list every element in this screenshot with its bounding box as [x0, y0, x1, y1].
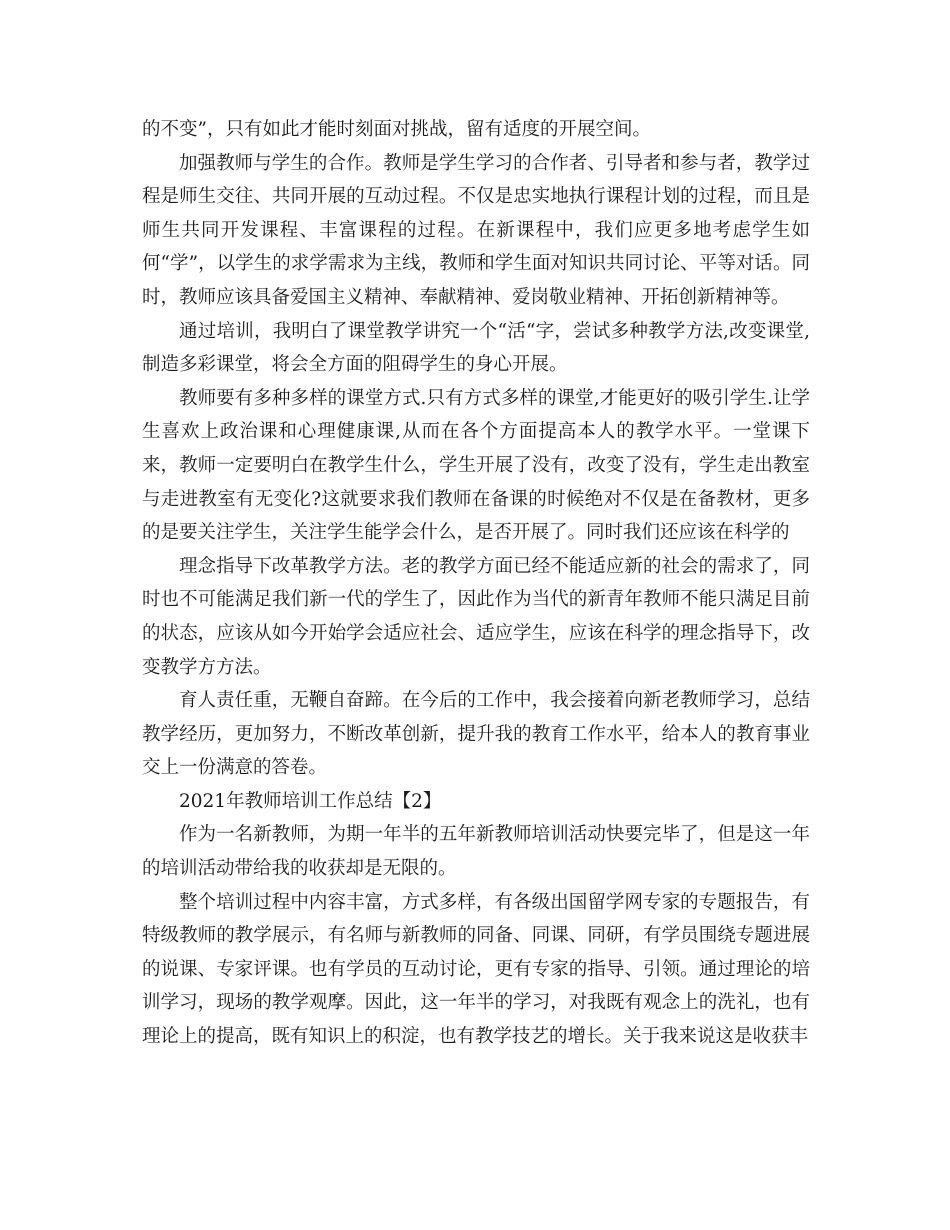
paragraph-2: 加强教师与学生的合作。教师是学生学习的合作者、引导者和参与者，教学过程是师生交往、共同开展的互动过程。不仅是忠实地执行课程计划的过程，而且是师生共同开发课程、丰富课程的过程。在新课程中，我们应更多地考虑学生如何“学”，以学生的求学需求为主线，教师和学生面对知识共同讨论、平等对话。同时，教师应该具备爱国主义精神、奉献精神、爱岗敬业精神、开拓创新精神等。	[142, 152, 810, 308]
paragraph-3: 通过培训，我明白了课堂教学讲究一个“活“字，尝试多种教学方法,改变课堂,制造多彩课堂，将会全方面的阻碍学生的身心开展。	[142, 320, 810, 376]
paragraph-4: 教师要有多种多样的课堂方式.只有方式多样的课堂,才能更好的吸引学生.让学生喜欢上政治课和心理健康课,从而在各个方面提高本人的教学水平。一堂课下来，教师一定要明白在教学生什么，学生开展了没有，改变了没有，学生走出教室与走进教室有无变化?这就要求我们教师在备课的时候绝对不仅是在备教材，更多的是要关注学生，关注学生能学会什么，是否开展了。同时我们还应该在科学的	[142, 387, 810, 544]
paragraph-6: 育人责任重，无鞭自奋蹄。在今后的工作中，我会接着向新老教师学习，总结教学经历，更加努力，不断改革创新，提升我的教育工作水平，给本人的教育事业交上一份满意的答卷。	[142, 690, 810, 779]
document-page	[142, 113, 810, 1054]
section-heading: 2021年教师培训工作总结【2】	[179, 790, 442, 812]
paragraph-8: 整个培训过程中内容丰富，方式多样，有各级出国留学网专家的专题报告，有特级教师的教学展示，有名师与新教师的同备、同课、同研，有学员围绕专题进展的说课、专家评课。也有学员的互动讨论，更有专家的指导、引领。通过理论的培训学习，现场的教学观摩。因此，这一年半的学习，对我既有观念上的洗礼，也有理论上的提高，既有知识上的积淀，也有教学技艺的增长。关于我来说这是收获丰	[142, 891, 810, 1048]
paragraph-5: 理念指导下改革教学方法。老的教学方面已经不能适应新的社会的需求了，同时也不可能满足我们新一代的学生了，因此作为当代的新青年教师不能只满足目前的状态，应该从如今开始学会适应社会、适应学生，应该在科学的理念指导下，改变教学方方法。	[142, 555, 810, 678]
paragraph-7: 作为一名新教师，为期一年半的五年新教师培训活动快要完毕了，但是这一年的培训活动带给我的收获却是无限的。	[142, 824, 810, 880]
paragraph-1: 的不变”，只有如此才能时刻面对挑战，留有适度的开展空间。	[142, 119, 651, 140]
